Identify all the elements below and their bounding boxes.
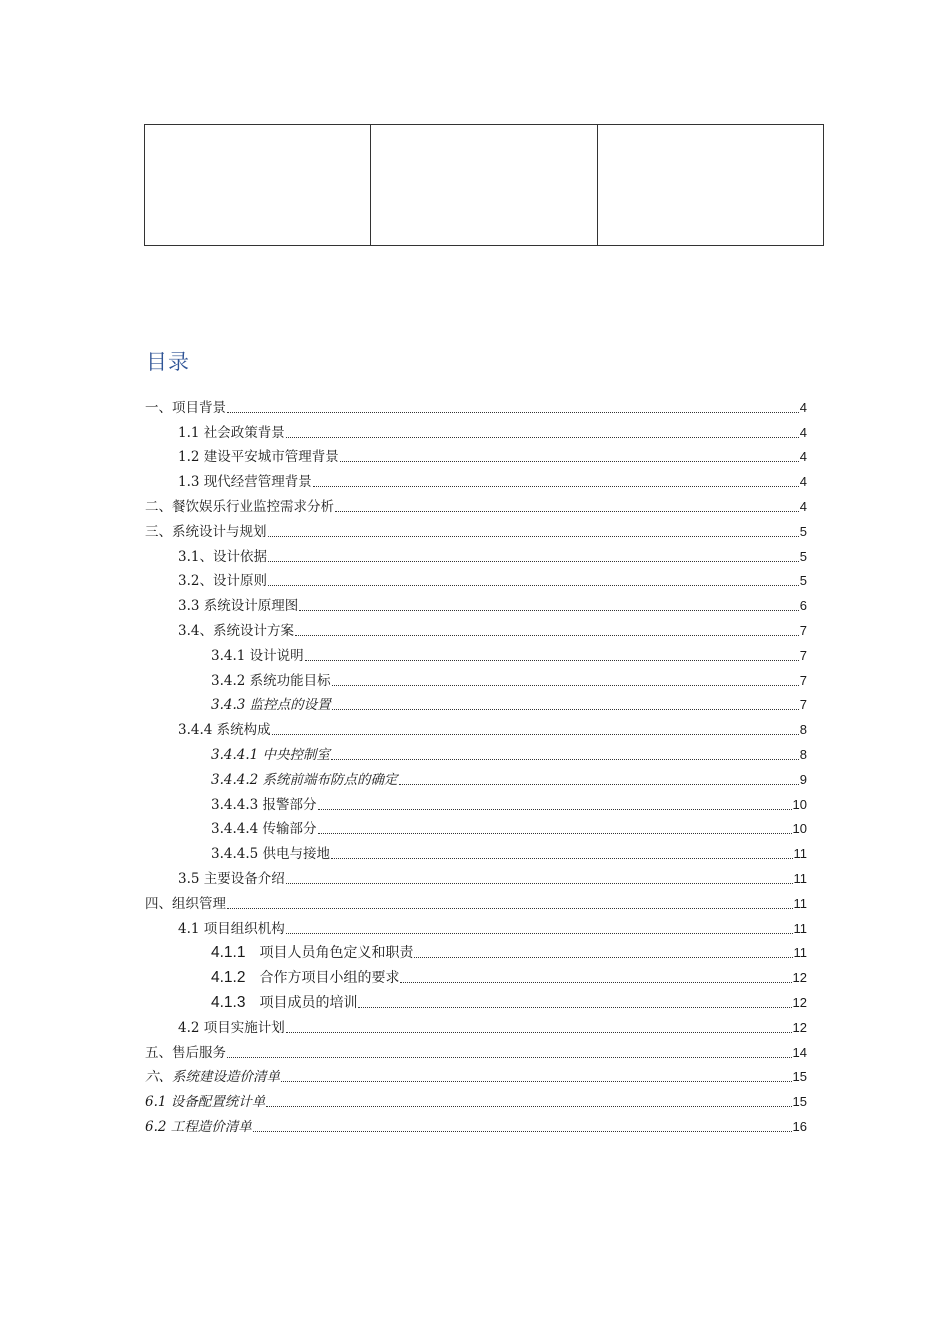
toc-entry[interactable] xyxy=(145,789,807,814)
toc-entry-label: 3.4.4.5 供电与接地 xyxy=(211,846,331,863)
toc-dot-leader xyxy=(268,585,799,586)
toc-entry[interactable] xyxy=(145,665,807,690)
toc-page-number: 5 xyxy=(799,573,807,589)
toc-page-number: 5 xyxy=(799,523,807,539)
toc-entry-label: 3.3 系统设计原理图 xyxy=(178,598,299,615)
toc-entry-label: 3.2、设计原则 xyxy=(178,573,267,590)
header-table xyxy=(144,124,824,246)
toc-entry[interactable] xyxy=(145,962,807,987)
toc-dot-leader xyxy=(313,486,799,487)
toc-dot-leader xyxy=(268,536,799,537)
toc-entry-number: 4.1.1 xyxy=(211,944,246,962)
toc-entry[interactable] xyxy=(145,938,807,963)
header-table-cell xyxy=(597,125,823,246)
toc-entry[interactable] xyxy=(145,863,807,888)
toc-entry-label: 三、系统设计与规划 xyxy=(145,523,267,540)
toc-entry-label: 3.4.4 系统构成 xyxy=(178,722,271,739)
toc-page-number: 8 xyxy=(799,722,807,738)
toc-dot-leader xyxy=(414,957,792,958)
toc-page-number: 7 xyxy=(799,622,807,638)
toc-entry[interactable] xyxy=(145,739,807,764)
toc-entry[interactable] xyxy=(145,888,807,913)
toc-dot-leader xyxy=(286,437,799,438)
toc-dot-leader xyxy=(399,784,799,785)
toc-page-number: 4 xyxy=(799,449,807,465)
toc-entry-label: 3.1、设计依据 xyxy=(178,548,267,565)
header-table-cell xyxy=(371,125,597,246)
toc-dot-leader xyxy=(335,511,799,512)
toc-entry-label: 3.4.2 系统功能目标 xyxy=(211,672,331,689)
toc-page-number: 4 xyxy=(799,498,807,514)
toc-page-number: 4 xyxy=(799,474,807,490)
toc-page-number: 7 xyxy=(799,647,807,663)
toc-dot-leader xyxy=(331,759,799,760)
toc-entry[interactable] xyxy=(145,714,807,739)
toc-entry-label xyxy=(211,994,357,1012)
toc-dot-leader xyxy=(272,734,799,735)
toc-entry-label: 1.3 现代经营管理背景 xyxy=(178,474,312,491)
toc-dot-leader xyxy=(253,1131,792,1132)
toc-entry-label: 4.2 项目实施计划 xyxy=(178,1019,285,1036)
toc-entry-label: 6.2 工程造价清单 xyxy=(145,1118,252,1135)
toc-page-number: 4 xyxy=(799,399,807,415)
toc-entry-label: 3.4.4.2 系统前端布防点的确定 xyxy=(211,771,398,788)
toc-entry-label: 3.4.4.1 中央控制室 xyxy=(211,746,331,763)
toc-entry[interactable] xyxy=(145,466,807,491)
toc-entry[interactable] xyxy=(145,764,807,789)
toc-page-number: 11 xyxy=(793,895,807,911)
toc-entry-label: 四、组织管理 xyxy=(145,895,226,912)
toc-page-number: 4 xyxy=(799,424,807,440)
toc-entry-label: 五、售后服务 xyxy=(145,1044,226,1061)
toc-entry[interactable] xyxy=(145,442,807,467)
toc-dot-leader xyxy=(286,933,793,934)
toc-dot-leader xyxy=(305,660,799,661)
toc-dot-leader xyxy=(318,833,792,834)
toc-entry[interactable] xyxy=(145,640,807,665)
toc-entry-label: 3.4.4.4 传输部分 xyxy=(211,821,317,838)
toc-entry[interactable] xyxy=(145,541,807,566)
toc-entry-text: 项目人员角色定义和职责 xyxy=(259,945,414,962)
toc-page-number: 6 xyxy=(799,598,807,614)
toc-entry-number: 4.1.2 xyxy=(211,969,246,987)
toc-entry-label: 二、餐饮娱乐行业监控需求分析 xyxy=(145,498,334,515)
toc-page-number: 15 xyxy=(792,1094,807,1110)
toc-list xyxy=(145,392,807,1136)
toc-page-number: 10 xyxy=(792,796,807,812)
toc-entry-label: 3.4、系统设计方案 xyxy=(178,622,294,639)
toc-entry-label xyxy=(211,944,413,962)
toc-entry-label: 一、项目背景 xyxy=(145,399,226,416)
toc-dot-leader xyxy=(358,1007,791,1008)
toc-entry[interactable] xyxy=(145,814,807,839)
toc-page-number: 11 xyxy=(793,945,807,961)
toc-dot-leader xyxy=(266,1106,791,1107)
toc-title: 目录 xyxy=(146,350,190,374)
toc-dot-leader xyxy=(318,809,792,810)
toc-page-number: 7 xyxy=(799,697,807,713)
toc-dot-leader xyxy=(286,883,793,884)
toc-page-number: 7 xyxy=(799,672,807,688)
toc-page-number: 12 xyxy=(792,1019,807,1035)
toc-entry[interactable] xyxy=(145,838,807,863)
toc-dot-leader xyxy=(340,461,799,462)
toc-page-number: 16 xyxy=(792,1118,807,1134)
toc-entry[interactable] xyxy=(145,1086,807,1111)
header-table-row xyxy=(145,125,824,246)
toc-dot-leader xyxy=(227,1057,792,1058)
toc-page-number: 11 xyxy=(793,846,807,862)
toc-entry-label: 六、系统建设造价清单 xyxy=(145,1069,280,1086)
toc-page-number: 12 xyxy=(792,970,807,986)
toc-entry-text: 合作方项目小组的要求 xyxy=(259,970,400,987)
toc-entry[interactable] xyxy=(145,1062,807,1087)
toc-dot-leader xyxy=(281,1081,792,1082)
header-table-cell xyxy=(145,125,371,246)
toc-dot-leader xyxy=(299,610,799,611)
toc-page-number: 15 xyxy=(792,1069,807,1085)
toc-entry-label: 3.4.4.3 报警部分 xyxy=(211,796,317,813)
toc-dot-leader xyxy=(227,412,799,413)
toc-entry[interactable] xyxy=(145,566,807,591)
toc-dot-leader xyxy=(400,982,791,983)
toc-entry[interactable] xyxy=(145,516,807,541)
toc-page-number: 5 xyxy=(799,548,807,564)
toc-entry[interactable] xyxy=(145,987,807,1012)
toc-entry[interactable] xyxy=(145,615,807,640)
toc-entry-number: 4.1.3 xyxy=(211,993,246,1011)
toc-entry-label: 1.1 社会政策背景 xyxy=(178,424,285,441)
toc-entry-label: 4.1 项目组织机构 xyxy=(178,920,285,937)
toc-dot-leader xyxy=(268,561,799,562)
toc-entry[interactable] xyxy=(145,392,807,417)
toc-dot-leader xyxy=(332,685,799,686)
toc-dot-leader xyxy=(286,1032,792,1033)
toc-entry-label: 3.4.1 设计说明 xyxy=(211,647,304,664)
toc-entry[interactable] xyxy=(145,1012,807,1037)
toc-entry-label xyxy=(211,969,399,987)
toc-entry-text: 项目成员的培训 xyxy=(259,994,358,1011)
toc-page-number: 9 xyxy=(799,771,807,787)
toc-entry-label: 6.1 设备配置统计单 xyxy=(145,1094,266,1111)
toc-dot-leader xyxy=(295,635,799,636)
toc-entry[interactable] xyxy=(145,417,807,442)
toc-dot-leader xyxy=(331,858,792,859)
toc-page-number: 8 xyxy=(799,746,807,762)
toc-entry[interactable] xyxy=(145,491,807,516)
toc-entry[interactable] xyxy=(145,590,807,615)
toc-page-number: 12 xyxy=(792,994,807,1010)
toc-entry[interactable] xyxy=(145,913,807,938)
toc-entry[interactable] xyxy=(145,1037,807,1062)
toc-dot-leader xyxy=(227,908,793,909)
toc-dot-leader xyxy=(332,709,799,710)
toc-page-number: 14 xyxy=(792,1044,807,1060)
toc-entry[interactable] xyxy=(145,690,807,715)
toc-page-number: 11 xyxy=(793,870,807,886)
toc-entry-label: 3.5 主要设备介绍 xyxy=(178,870,285,887)
toc-entry[interactable] xyxy=(145,1111,807,1136)
toc-page-number: 11 xyxy=(793,920,807,936)
toc-page-number: 10 xyxy=(792,821,807,837)
toc-entry-label: 1.2 建设平安城市管理背景 xyxy=(178,449,339,466)
toc-entry-label: 3.4.3 监控点的设置 xyxy=(211,697,331,714)
